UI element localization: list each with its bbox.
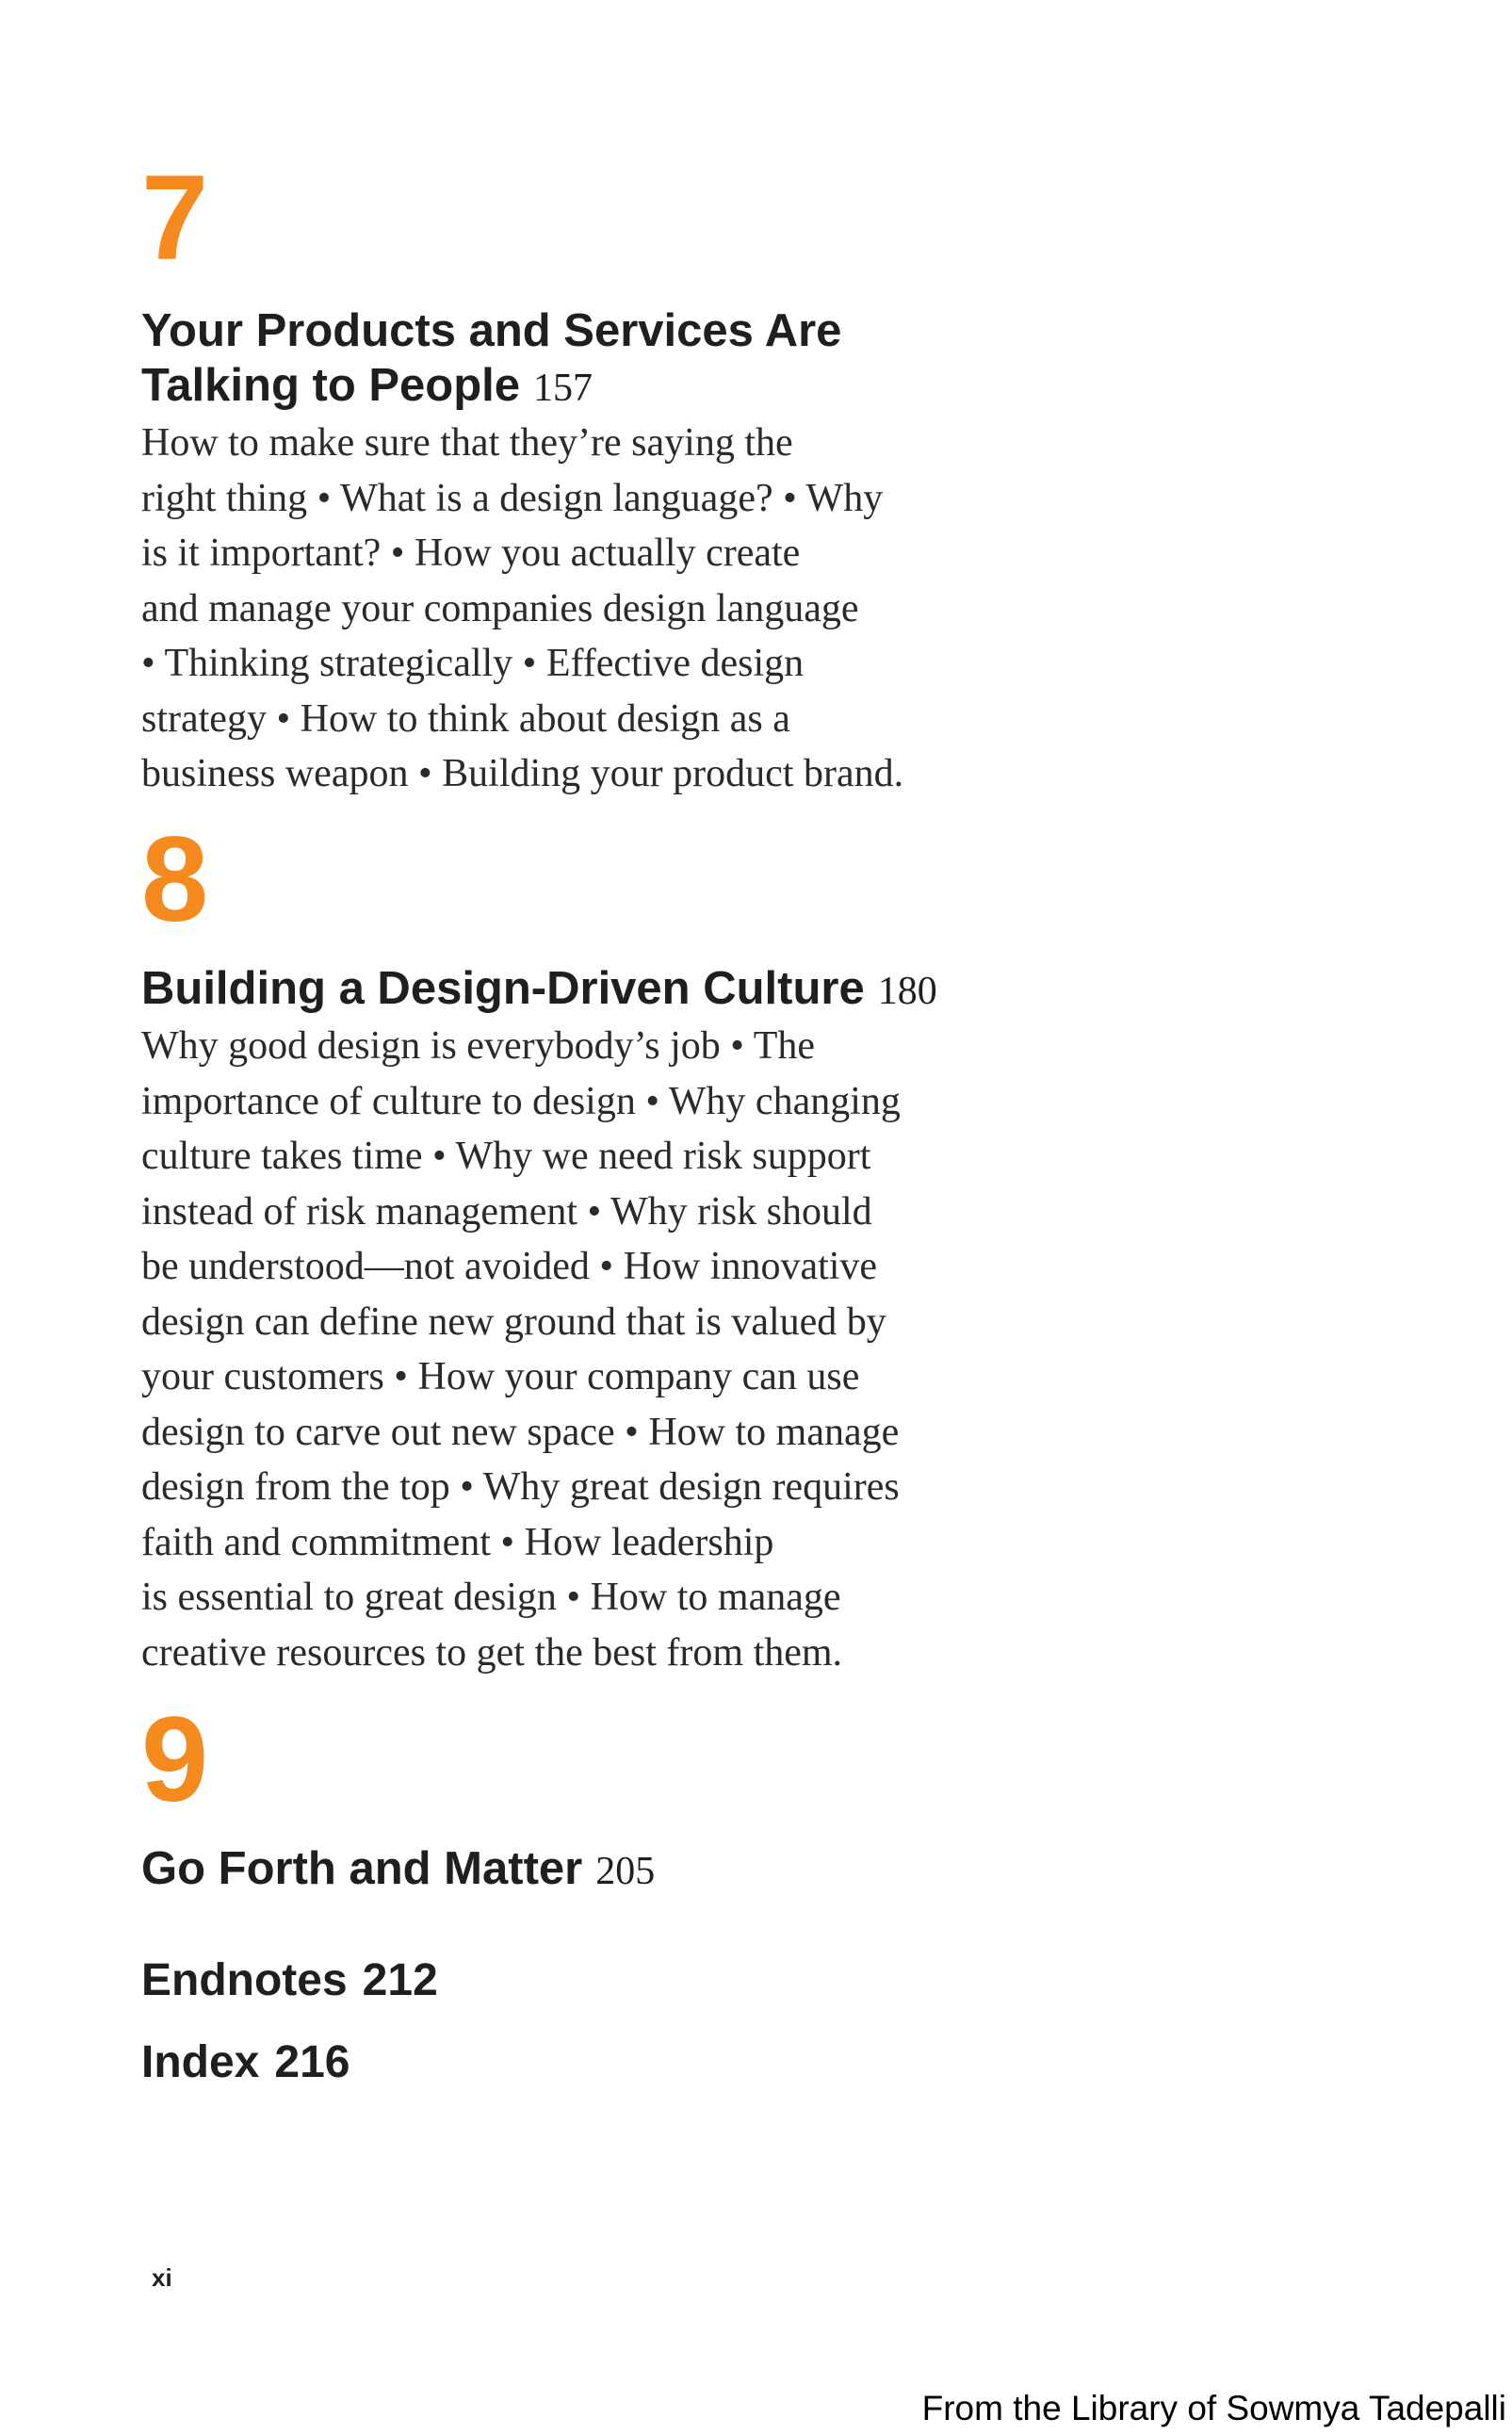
description-line: Why good design is everybody’s job • The <box>141 1024 816 1068</box>
description-line: How to make sure that they’re saying the <box>141 421 793 465</box>
endnotes-entry <box>141 1953 438 2008</box>
description-line: culture takes time • Why we need risk support <box>141 1135 871 1178</box>
chapter-title <box>141 303 989 416</box>
chapter-page-number: 205 <box>595 1850 656 1893</box>
description-line: is essential to great design • How to manage <box>141 1576 841 1619</box>
description-line: is it important? • How you actually create <box>141 531 801 575</box>
description-line: • Thinking strategically • Effective design <box>141 642 805 685</box>
description-line: instead of risk management • Why risk should <box>141 1189 872 1234</box>
chapter-8-entry <box>141 812 989 1680</box>
back-matter-page: 212 <box>362 1955 438 2005</box>
description-line: design can define new ground that is valued by <box>141 1299 886 1344</box>
back-matter-label: Endnotes <box>141 1955 348 2005</box>
chapter-page-number: 180 <box>877 970 937 1013</box>
chapter-description <box>141 1019 989 1680</box>
description-line: business weapon • Building your product brand. <box>141 752 904 795</box>
back-matter-page: 216 <box>274 2037 350 2087</box>
page-folio: xi <box>152 2263 172 2292</box>
index-entry <box>141 2035 350 2090</box>
description-line: and manage your companies design language <box>141 586 859 630</box>
chapter-title-line <box>141 961 989 1019</box>
chapter-title <box>141 1841 989 1899</box>
chapter-title-line: Your Products and Services Are <box>141 305 842 356</box>
chapter-title-line <box>141 358 989 416</box>
description-line: creative resources to get the best from them. <box>141 1630 843 1675</box>
chapter-number: 8 <box>141 812 207 947</box>
description-line: design from the top • Why great design requires <box>141 1465 900 1509</box>
description-line: design to carve out new space • How to manage <box>141 1410 900 1454</box>
description-line: right thing • What is a design language? • Why <box>141 476 884 520</box>
chapter-page-number: 157 <box>533 367 593 410</box>
description-line: faith and commitment • How leadership <box>141 1520 774 1564</box>
chapter-title-text: Go Forth and Matter <box>141 1843 583 1894</box>
chapter-title-line <box>141 1841 989 1899</box>
back-matter-label: Index <box>141 2037 260 2087</box>
chapter-title-text: Building a Design-Driven Culture <box>141 963 865 1014</box>
description-line: strategy • How to think about design as a <box>141 696 790 741</box>
chapter-title <box>141 961 989 1019</box>
description-line: be understood—not avoided • How innovative <box>141 1245 878 1288</box>
chapter-title-text: Talking to People <box>141 360 521 411</box>
chapter-9-entry <box>141 1692 989 1899</box>
chapter-description <box>141 416 989 802</box>
description-line: importance of culture to design • Why changing <box>141 1079 901 1123</box>
chapter-number: 9 <box>141 1692 207 1827</box>
chapter-7-entry <box>141 151 989 802</box>
chapter-number: 7 <box>141 151 207 286</box>
library-note: From the Library of Sowmya Tadepalli <box>921 2389 1506 2427</box>
description-line: your customers • How your company can use <box>141 1355 860 1398</box>
